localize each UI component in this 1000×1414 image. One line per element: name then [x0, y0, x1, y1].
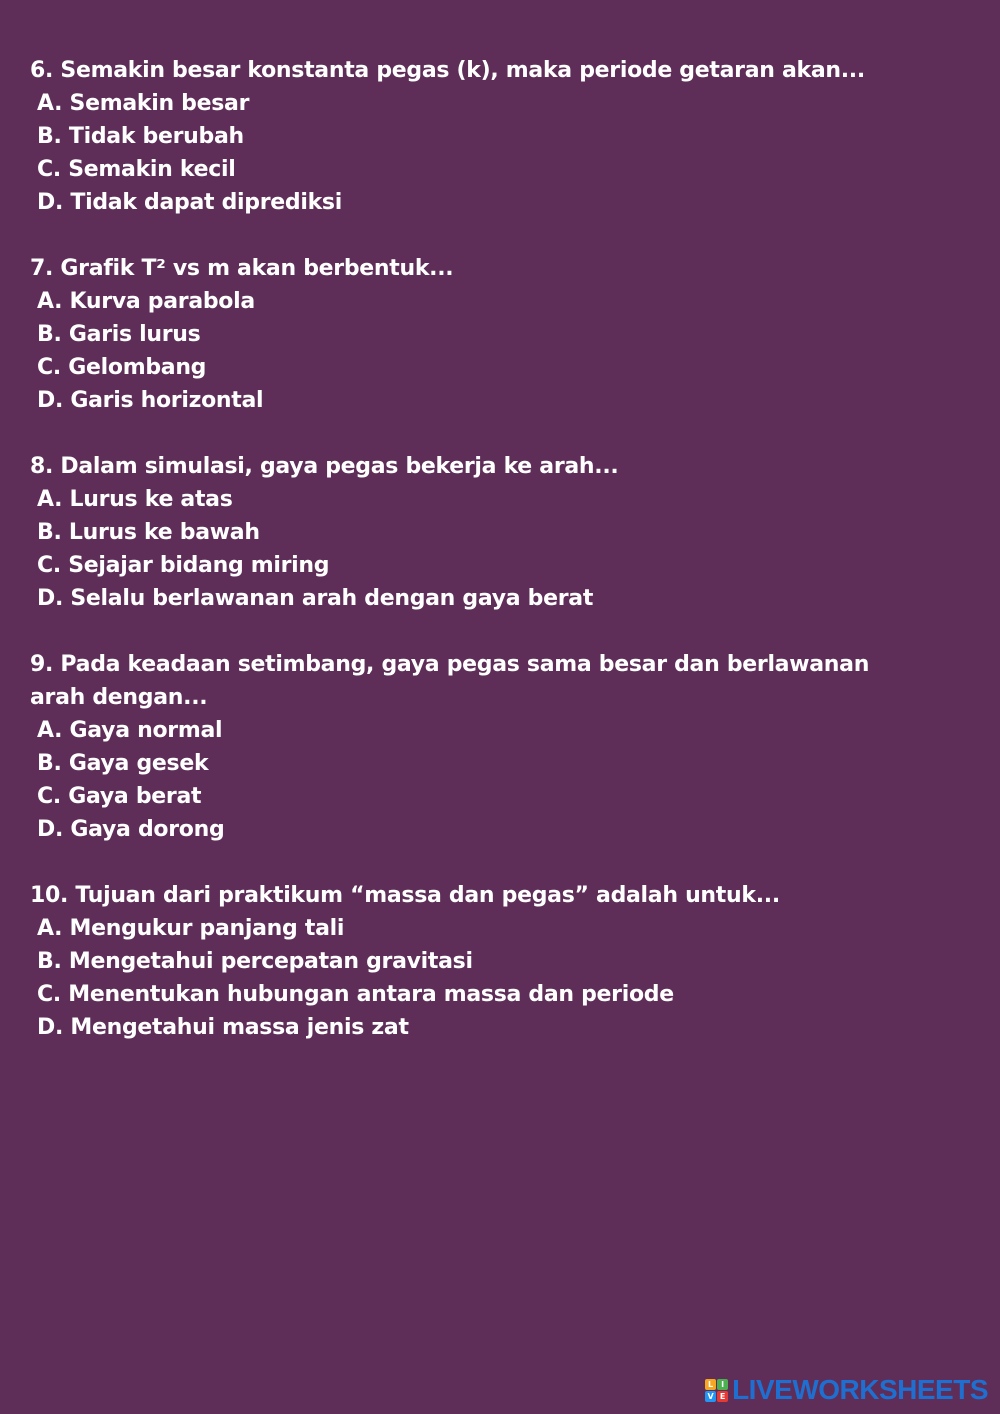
option-b[interactable]: B. Garis lurus	[37, 322, 201, 347]
option-b[interactable]: B. Gaya gesek	[37, 751, 209, 776]
option-d[interactable]: D. Mengetahui massa jenis zat	[37, 1015, 409, 1040]
liveworksheets-brand[interactable]	[705, 1374, 988, 1406]
option-d[interactable]: D. Tidak dapat diprediksi	[37, 190, 342, 215]
question-10	[30, 879, 930, 1044]
option-a[interactable]: A. Kurva parabola	[37, 289, 255, 314]
logo-letter-e: E	[717, 1391, 728, 1402]
liveworksheets-logo-icon	[705, 1379, 728, 1402]
question-text: 8. Dalam simulasi, gaya pegas bekerja ke arah...	[30, 454, 619, 479]
option-a[interactable]: A. Gaya normal	[37, 718, 223, 743]
option-a[interactable]: A. Lurus ke atas	[37, 487, 233, 512]
logo-letter-l: L	[705, 1379, 716, 1390]
option-d[interactable]: D. Selalu berlawanan arah dengan gaya berat	[37, 586, 594, 611]
option-a[interactable]: A. Semakin besar	[37, 91, 250, 116]
option-c[interactable]: C. Semakin kecil	[37, 157, 236, 182]
option-b[interactable]: B. Lurus ke bawah	[37, 520, 260, 545]
option-d[interactable]: D. Garis horizontal	[37, 388, 264, 413]
liveworksheets-wordmark: LIVEWORKSHEETS	[732, 1374, 988, 1405]
option-c[interactable]: C. Sejajar bidang miring	[37, 553, 330, 578]
question-text: 9. Pada keadaan setimbang, gaya pegas sama besar dan berlawanan arah dengan...	[30, 652, 870, 710]
question-text: 6. Semakin besar konstanta pegas (k), maka periode getaran akan...	[30, 58, 865, 83]
option-b[interactable]: B. Tidak berubah	[37, 124, 244, 149]
question-6	[30, 54, 930, 219]
worksheet	[30, 54, 930, 1077]
option-d[interactable]: D. Gaya dorong	[37, 817, 225, 842]
logo-letter-v: V	[705, 1391, 716, 1402]
question-9	[30, 648, 930, 846]
option-c[interactable]: C. Gaya berat	[37, 784, 202, 809]
option-a[interactable]: A. Mengukur panjang tali	[37, 916, 345, 941]
question-text: 7. Grafik T² vs m akan berbentuk...	[30, 256, 454, 281]
option-b[interactable]: B. Mengetahui percepatan gravitasi	[37, 949, 473, 974]
option-c[interactable]: C. Menentukan hubungan antara massa dan periode	[37, 982, 674, 1007]
question-text: 10. Tujuan dari praktikum “massa dan pegas” adalah untuk...	[30, 883, 780, 908]
option-c[interactable]: C. Gelombang	[37, 355, 207, 380]
question-7	[30, 252, 930, 417]
question-8	[30, 450, 930, 615]
logo-letter-i: I	[717, 1379, 728, 1390]
